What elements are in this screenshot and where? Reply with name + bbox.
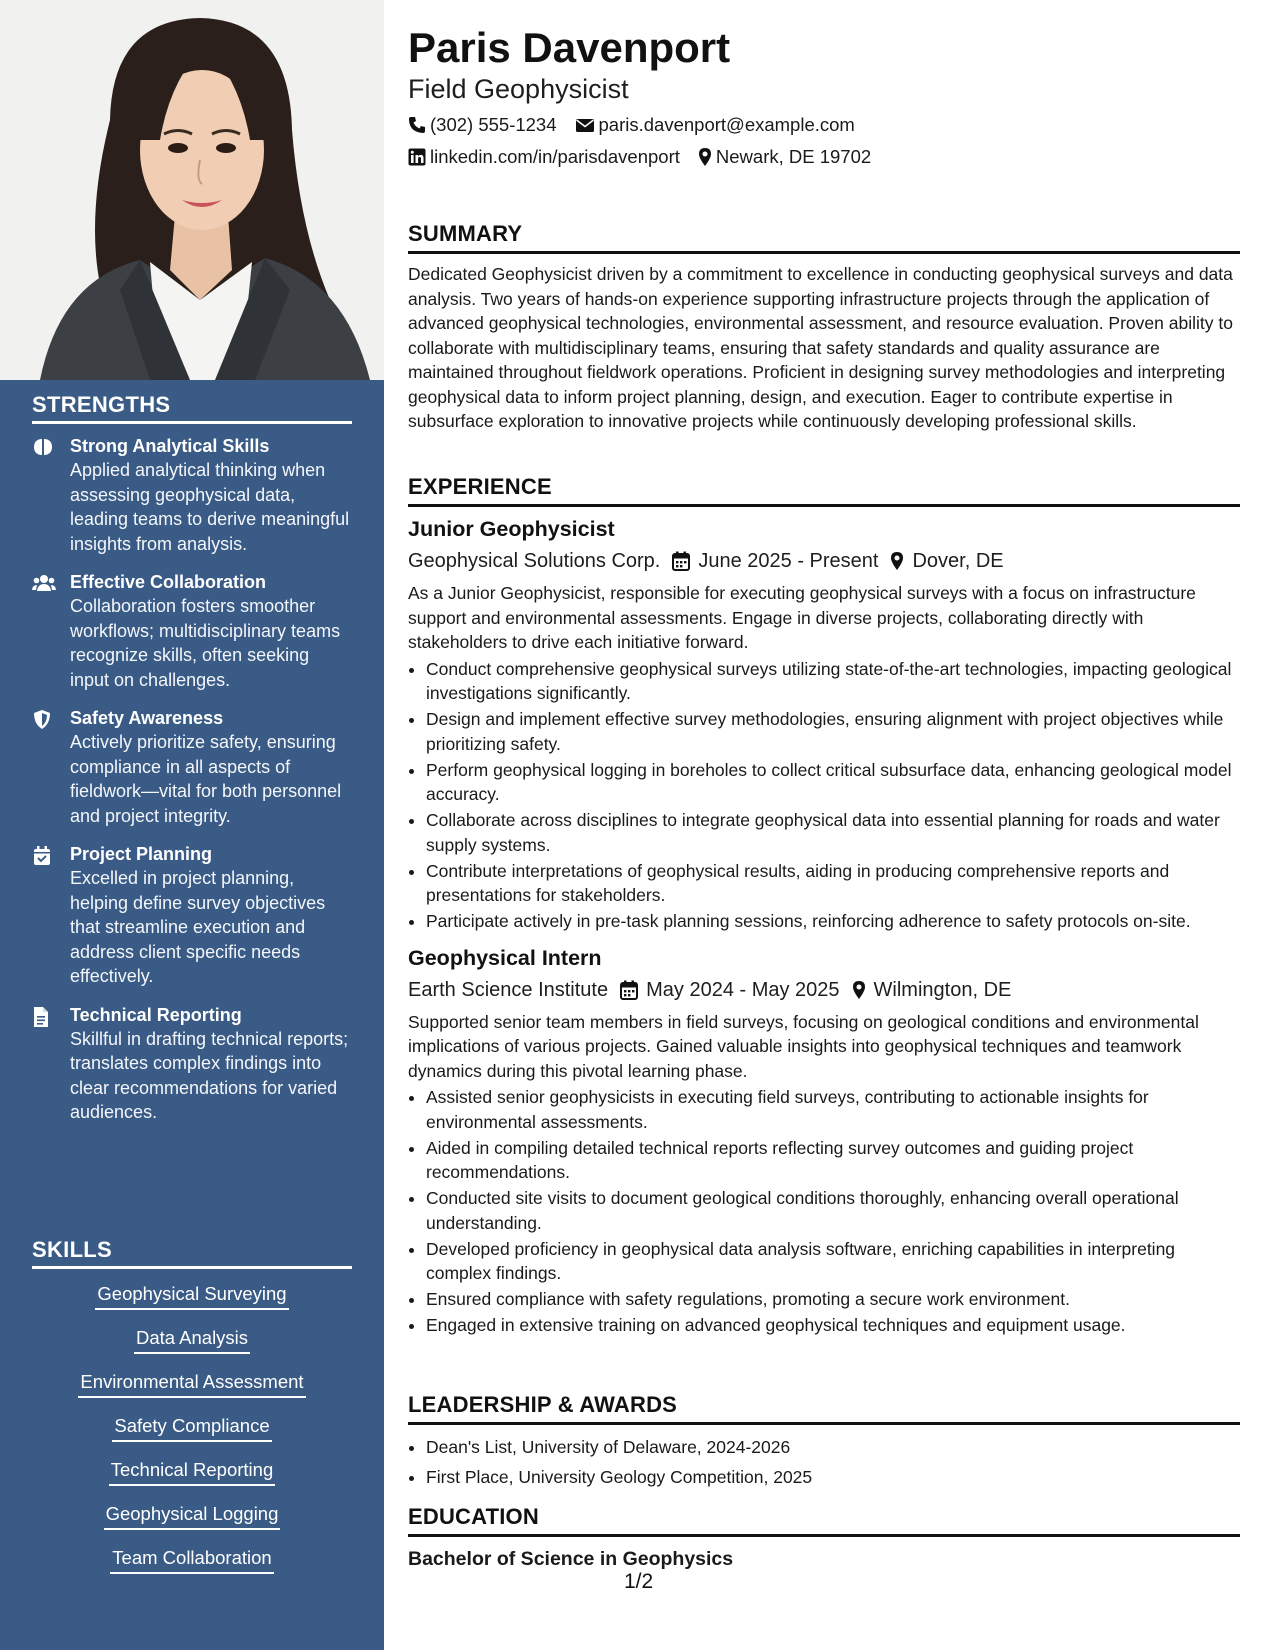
skills-section xyxy=(32,1237,352,1589)
strength-desc: Actively prioritize safety, ensuring compliance in all aspects of fieldwork—vital for both personnel and project integrity. xyxy=(70,732,342,826)
job-role: Geophysical Intern xyxy=(408,945,602,970)
skill-tag: Safety Compliance xyxy=(112,1413,271,1442)
strengths-section xyxy=(32,392,352,1125)
email-text: paris.davenport@example.com xyxy=(598,114,855,135)
list-item: • Design and implement effective survey methodologies, ensuring alignment with project objectives while prioritizing safety. xyxy=(426,707,1240,756)
skill-tag: Geophysical Surveying xyxy=(95,1281,288,1310)
map-pin-icon xyxy=(852,980,866,1000)
sidebar xyxy=(0,0,384,1650)
candidate-name: Paris Davenport xyxy=(408,24,731,71)
strength-item xyxy=(32,706,352,828)
list-item: • Conducted site visits to document geological conditions thoroughly, enhancing overall operational understanding. xyxy=(426,1186,1240,1235)
strength-item xyxy=(32,842,352,989)
list-item: • First Place, University Geology Competition, 2025 xyxy=(426,1463,1240,1491)
strength-title: Project Planning xyxy=(70,844,213,864)
job-dates-group xyxy=(620,976,839,1004)
job-dates: May 2024 - May 2025 xyxy=(646,978,840,1001)
strength-title: Effective Collaboration xyxy=(70,572,267,592)
education-degree: Bachelor of Science in Geophysics xyxy=(408,1548,734,1570)
education-title: EDUCATION xyxy=(408,1504,1240,1537)
job-dates-group xyxy=(672,547,878,575)
strength-item xyxy=(32,434,352,556)
list-item: • Participate actively in pre-task planning sessions, reinforcing adherence to safety protocols on-site. xyxy=(426,909,1240,934)
strength-item xyxy=(32,1003,352,1125)
summary-section xyxy=(408,221,1240,434)
leadership-title: LEADERSHIP & AWARDS xyxy=(408,1392,1240,1425)
list-item: • Contribute interpretations of geophysical results, aiding in producing comprehensive reports and presentations for stakeholders. xyxy=(426,859,1240,908)
strength-desc: Collaboration fosters smoother workflows; multidisciplinary teams recognize skills, often seeking input on challenges. xyxy=(70,596,341,690)
map-pin-icon xyxy=(890,551,904,571)
strength-title: Safety Awareness xyxy=(70,708,224,728)
skill-tag: Team Collaboration xyxy=(110,1545,273,1574)
job-description: Supported senior team members in field surveys, focusing on geological conditions and environmental implications of various projects. Gained valuable insights into geophysical techniques and teamwork dynamics during this pivotal learning phase. xyxy=(408,1011,1199,1081)
calendar-icon xyxy=(620,980,638,1000)
experience-section xyxy=(408,474,1240,1339)
skill-tag: Technical Reporting xyxy=(109,1457,275,1486)
job-meta xyxy=(408,547,1240,575)
strength-title: Technical Reporting xyxy=(70,1004,242,1025)
list-item: • Conduct comprehensive geophysical surveys utilizing state-of-the-art technologies, impacting geological investigations significantly. xyxy=(426,657,1240,706)
linkedin-icon xyxy=(408,148,426,166)
education-section xyxy=(408,1504,1240,1572)
contact-email[interactable] xyxy=(575,113,855,137)
list-item: • Developed proficiency in geophysical data analysis software, enriching capabilities in interpreting complex findings. xyxy=(426,1237,1240,1286)
envelope-icon xyxy=(575,117,595,133)
job-entry xyxy=(408,944,1240,1338)
map-pin-icon xyxy=(698,147,712,167)
phone-text: (302) 555-1234 xyxy=(430,114,557,135)
job-location-group xyxy=(890,547,1003,575)
document-icon xyxy=(32,1006,54,1026)
skill-tag: Environmental Assessment xyxy=(78,1369,305,1398)
list-item: • Ensured compliance with safety regulations, promoting a secure work environment. xyxy=(426,1287,1240,1312)
experience-title: EXPERIENCE xyxy=(408,474,1240,507)
strength-desc: Excelled in project planning, helping define survey objectives that streamline execution and address client specific needs effectively. xyxy=(70,868,326,986)
strength-title: Strong Analytical Skills xyxy=(70,436,270,456)
leadership-section xyxy=(408,1392,1240,1492)
contact-location xyxy=(698,145,871,169)
profile-photo xyxy=(0,0,384,380)
list-item: • Dean's List, University of Delaware, 2024-2026 xyxy=(426,1433,1240,1461)
job-bullets xyxy=(408,1085,1240,1338)
shield-icon xyxy=(32,709,54,729)
skill-tag: Data Analysis xyxy=(134,1325,250,1354)
job-location-group xyxy=(852,976,1012,1004)
strength-item xyxy=(32,570,352,692)
strengths-title: STRENGTHS xyxy=(32,392,352,424)
contact-linkedin[interactable] xyxy=(408,145,680,169)
job-dates: June 2025 - Present xyxy=(698,550,879,572)
job-role: Junior Geophysicist xyxy=(408,517,615,541)
location-text: Newark, DE 19702 xyxy=(715,146,872,167)
contact-row xyxy=(408,113,873,137)
leadership-list xyxy=(408,1433,1240,1491)
phone-icon xyxy=(408,116,426,134)
job-bullets xyxy=(408,657,1240,934)
calendar-icon xyxy=(672,551,690,571)
job-description: As a Junior Geophysicist, responsible for executing geophysical surveys with a focus on infrastructure support and environmental assessments. Engage in diverse projects, collaborating directly with stakeholders to drive each initiative forward. xyxy=(408,583,1196,652)
list-item: • Engaged in extensive training on advanced geophysical techniques and equipment usage. xyxy=(426,1313,1240,1338)
job-company: Geophysical Solutions Corp. xyxy=(408,550,661,572)
job-location: Dover, DE xyxy=(912,550,1004,572)
job-entry xyxy=(408,515,1240,934)
candidate-title: Field Geophysicist xyxy=(408,74,629,104)
linkedin-text: linkedin.com/in/parisdavenport xyxy=(430,146,680,167)
summary-text: Dedicated Geophysicist driven by a commitment to excellence in conducting geophysical surveys and data analysis. Two years of hands-on experience supporting infrastructure projects through the application of advanced geophysical technologies, environmental assessment, and resource evaluation. Proven ability to collaborate with multidisciplinary teams, ensuring that safety standards and quality assurance are maintained throughout fieldwork operations. Proficient in designing survey methodologies and interpreting geophysical data to inform project planning, design, and execution. Eager to contribute expertise in subsurface exploration to innovative projects while continuously developing professional skills. xyxy=(408,264,1233,431)
job-location: Wilmington, DE xyxy=(873,978,1012,1001)
list-item: • Perform geophysical logging in boreholes to collect critical subsurface data, enhancing geological model accuracy. xyxy=(426,758,1240,807)
calendar-check-icon xyxy=(32,845,54,865)
list-item: • Aided in compiling detailed technical reports reflecting survey outcomes and guiding project recommendations. xyxy=(426,1136,1240,1185)
users-icon xyxy=(32,573,54,593)
list-item: • Collaborate across disciplines to integrate geophysical data into essential planning for roads and water supply systems. xyxy=(426,808,1240,857)
contact-phone[interactable] xyxy=(408,113,557,137)
skills-list xyxy=(32,1281,352,1589)
summary-title: SUMMARY xyxy=(408,221,1240,254)
job-meta xyxy=(408,976,1240,1004)
brain-icon xyxy=(32,437,54,457)
strength-desc: Applied analytical thinking when assessing geophysical data, leading teams to derive meaningful insights from analysis. xyxy=(70,460,350,554)
job-company: Earth Science Institute xyxy=(408,978,609,1001)
skill-tag: Geophysical Logging xyxy=(104,1501,281,1530)
page-number: 1/2 xyxy=(624,1570,654,1593)
skills-title: SKILLS xyxy=(32,1237,352,1269)
strength-desc: Skillful in drafting technical reports; translates complex findings into clear recommendations for varied audiences. xyxy=(70,1028,349,1122)
list-item: • Assisted senior geophysicists in executing field surveys, contributing to actionable insights for environmental assessments. xyxy=(426,1085,1240,1134)
contact-row-2 xyxy=(408,145,889,169)
